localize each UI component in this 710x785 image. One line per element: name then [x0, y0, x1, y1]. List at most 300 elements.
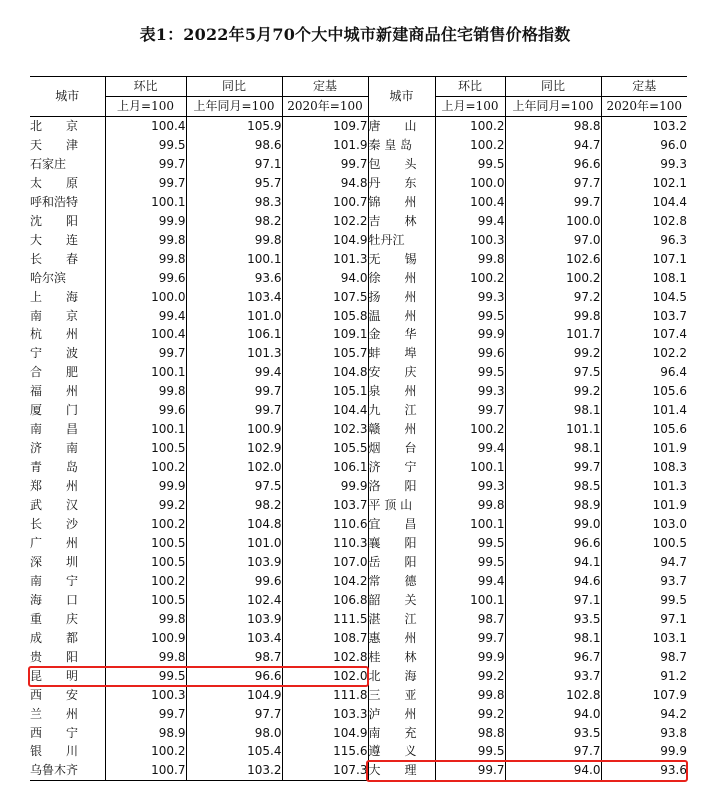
- city-cell-left: 成 都: [30, 630, 79, 645]
- mom-cell-left: 100.2: [105, 572, 186, 591]
- mom-cell-left: 100.1: [105, 363, 186, 382]
- yoy-cell-right: 99.0: [505, 515, 601, 534]
- city-cell-left: 南 昌: [30, 422, 79, 437]
- mom-cell-right: 100.2: [435, 136, 505, 155]
- mom-cell-right: 100.4: [435, 193, 505, 212]
- city-cell-right: 宜 昌: [368, 515, 435, 534]
- city-cell-left: 银 川: [30, 744, 79, 759]
- mom-cell-left: 99.5: [105, 136, 186, 155]
- table-row: [30, 458, 687, 477]
- yoy-cell-right: 98.8: [505, 117, 601, 136]
- city-cell-left: 西 宁: [30, 725, 79, 740]
- city-cell-left: 福 州: [30, 384, 79, 399]
- city-cell-left: 昆 明: [30, 668, 79, 683]
- city-cell-left: 乌鲁木齐: [30, 763, 79, 778]
- mom-cell-right: 99.3: [435, 477, 505, 496]
- yoy-cell-left: 103.4: [186, 629, 282, 648]
- table-row: [30, 705, 687, 724]
- city-cell-right: 济 宁: [368, 458, 435, 477]
- yoy-cell-left: 97.7: [186, 705, 282, 724]
- yoy-cell-right: 98.5: [505, 477, 601, 496]
- city-cell-left: 南 宁: [30, 573, 79, 588]
- city-cell-left: 南 京: [30, 308, 79, 323]
- yoy-cell-left: 98.0: [186, 724, 282, 743]
- city-cell-left: 呼和浩特: [30, 194, 79, 209]
- mom-cell-right: 99.9: [435, 648, 505, 667]
- mom-cell-right: 100.3: [435, 231, 505, 250]
- mom-cell-right: 100.2: [435, 420, 505, 439]
- city-cell-right: 锦 州: [368, 193, 435, 212]
- table-row: [30, 307, 687, 326]
- yoy-cell-right: 93.7: [505, 667, 601, 686]
- base-cell-right: 93.7: [601, 572, 687, 591]
- yoy-cell-right: 98.1: [505, 439, 601, 458]
- mom-cell-left: 99.7: [105, 155, 186, 174]
- base-cell-right: 101.9: [601, 439, 687, 458]
- base-cell-right: 103.7: [601, 307, 687, 326]
- base-cell-right: 103.2: [601, 117, 687, 136]
- base-cell-right: 93.6: [601, 761, 687, 780]
- yoy-cell-left: 99.6: [186, 572, 282, 591]
- mom-cell-left: 99.9: [105, 477, 186, 496]
- mom-cell-right: 99.5: [435, 534, 505, 553]
- base-cell-right: 101.3: [601, 477, 687, 496]
- city-cell-left: 石家庄: [30, 156, 67, 171]
- city-cell-right: 惠 州: [368, 629, 435, 648]
- base-cell-left: 104.8: [282, 363, 368, 382]
- yoy-cell-right: 97.7: [505, 742, 601, 761]
- table-row: [30, 629, 687, 648]
- city-cell-left: 杭 州: [30, 327, 79, 342]
- base-cell-left: 104.4: [282, 401, 368, 420]
- table-row: [30, 269, 687, 288]
- city-cell-left: 青 岛: [30, 460, 79, 475]
- city-cell-right: 无 锡: [368, 250, 435, 269]
- city-cell-right: 三 亚: [368, 686, 435, 705]
- yoy-cell-right: 97.5: [505, 363, 601, 382]
- mom-cell-left: 99.5: [105, 667, 186, 686]
- base-cell-left: 99.7: [282, 155, 368, 174]
- table-row: [30, 686, 687, 705]
- city-cell-left: 武 汉: [30, 498, 79, 513]
- yoy-cell-left: 98.7: [186, 648, 282, 667]
- city-cell-right: 烟 台: [368, 439, 435, 458]
- mom-cell-right: 99.8: [435, 686, 505, 705]
- table-row: [30, 363, 687, 382]
- yoy-cell-left: 101.3: [186, 344, 282, 363]
- table-row: [30, 325, 687, 344]
- city-cell-left: 郑 州: [30, 479, 79, 494]
- base-cell-right: 96.4: [601, 363, 687, 382]
- yoy-cell-left: 100.9: [186, 420, 282, 439]
- city-cell-right: 赣 州: [368, 420, 435, 439]
- table-row: [30, 193, 687, 212]
- city-cell-left: 西 安: [30, 687, 79, 702]
- yoy-cell-left: 103.9: [186, 553, 282, 572]
- mom-cell-right: 99.3: [435, 288, 505, 307]
- base-cell-left: 102.2: [282, 212, 368, 231]
- base-cell-left: 101.9: [282, 136, 368, 155]
- base-cell-left: 115.6: [282, 742, 368, 761]
- header-city-left: 城市: [30, 77, 105, 117]
- yoy-cell-left: 99.8: [186, 231, 282, 250]
- base-cell-right: 94.2: [601, 705, 687, 724]
- base-cell-right: 94.7: [601, 553, 687, 572]
- mom-cell-left: 99.6: [105, 269, 186, 288]
- table-title: 表1：2022年5月70个大中城市新建商品住宅销售价格指数: [139, 25, 571, 44]
- header-base-left: 定基: [282, 77, 368, 97]
- base-cell-right: 93.8: [601, 724, 687, 743]
- city-cell-right: 秦 皇 岛: [368, 136, 435, 155]
- mom-cell-left: 100.3: [105, 686, 186, 705]
- yoy-cell-left: 99.4: [186, 363, 282, 382]
- yoy-cell-right: 94.0: [505, 705, 601, 724]
- city-cell-right: 扬 州: [368, 288, 435, 307]
- yoy-cell-left: 105.9: [186, 117, 282, 136]
- yoy-cell-right: 99.2: [505, 382, 601, 401]
- table-row: [30, 231, 687, 250]
- base-cell-left: 103.7: [282, 496, 368, 515]
- mom-cell-left: 100.0: [105, 288, 186, 307]
- city-cell-right: 洛 阳: [368, 477, 435, 496]
- yoy-cell-left: 97.5: [186, 477, 282, 496]
- yoy-cell-left: 95.7: [186, 174, 282, 193]
- base-cell-left: 105.5: [282, 439, 368, 458]
- city-cell-right: 北 海: [368, 667, 435, 686]
- base-cell-right: 108.1: [601, 269, 687, 288]
- mom-cell-left: 99.8: [105, 382, 186, 401]
- yoy-cell-left: 101.0: [186, 307, 282, 326]
- table-row: [30, 724, 687, 743]
- base-cell-left: 110.6: [282, 515, 368, 534]
- mom-cell-right: 98.8: [435, 724, 505, 743]
- mom-cell-right: 99.9: [435, 325, 505, 344]
- base-cell-right: 107.4: [601, 325, 687, 344]
- mom-cell-right: 100.1: [435, 515, 505, 534]
- yoy-cell-right: 99.7: [505, 193, 601, 212]
- base-cell-left: 106.1: [282, 458, 368, 477]
- yoy-cell-right: 94.6: [505, 572, 601, 591]
- table-row: [30, 572, 687, 591]
- yoy-cell-right: 98.1: [505, 401, 601, 420]
- yoy-cell-right: 101.7: [505, 325, 601, 344]
- mom-cell-left: 99.7: [105, 705, 186, 724]
- base-cell-left: 106.8: [282, 591, 368, 610]
- header-mom-sub-left: 上月=100: [105, 97, 186, 117]
- mom-cell-right: 99.2: [435, 667, 505, 686]
- table-row: [30, 136, 687, 155]
- yoy-cell-right: 102.6: [505, 250, 601, 269]
- table-row: [30, 117, 687, 136]
- city-cell-right: 湛 江: [368, 610, 435, 629]
- base-cell-left: 111.5: [282, 610, 368, 629]
- yoy-cell-right: 94.1: [505, 553, 601, 572]
- yoy-cell-left: 106.1: [186, 325, 282, 344]
- yoy-cell-left: 98.2: [186, 496, 282, 515]
- city-cell-right: 吉 林: [368, 212, 435, 231]
- base-cell-left: 99.9: [282, 477, 368, 496]
- mom-cell-left: 99.7: [105, 344, 186, 363]
- city-cell-left: 长 春: [30, 251, 79, 266]
- base-cell-right: 96.0: [601, 136, 687, 155]
- base-cell-left: 109.7: [282, 117, 368, 136]
- mom-cell-right: 99.7: [435, 629, 505, 648]
- table-row: [30, 610, 687, 629]
- base-cell-right: 104.4: [601, 193, 687, 212]
- city-cell-left: 济 南: [30, 441, 79, 456]
- mom-cell-right: 100.2: [435, 269, 505, 288]
- city-cell-left: 太 原: [30, 175, 79, 190]
- city-cell-right: 南 充: [368, 724, 435, 743]
- city-cell-left: 大 连: [30, 232, 79, 247]
- base-cell-right: 101.9: [601, 496, 687, 515]
- table-row: [30, 212, 687, 231]
- mom-cell-right: 99.7: [435, 401, 505, 420]
- yoy-cell-right: 99.2: [505, 344, 601, 363]
- table-row: [30, 591, 687, 610]
- mom-cell-right: 100.2: [435, 117, 505, 136]
- table-row: [30, 344, 687, 363]
- mom-cell-left: 100.2: [105, 458, 186, 477]
- header-yoy-left: 同比: [186, 77, 282, 97]
- yoy-cell-left: 102.9: [186, 439, 282, 458]
- base-cell-left: 94.8: [282, 174, 368, 193]
- yoy-cell-right: 98.9: [505, 496, 601, 515]
- base-cell-left: 108.7: [282, 629, 368, 648]
- table-row: [30, 534, 687, 553]
- yoy-cell-right: 98.1: [505, 629, 601, 648]
- city-cell-right: 唐 山: [368, 117, 435, 136]
- mom-cell-left: 100.5: [105, 439, 186, 458]
- base-cell-right: 102.1: [601, 174, 687, 193]
- city-cell-left: 北 京: [30, 119, 79, 133]
- mom-cell-right: 99.3: [435, 382, 505, 401]
- table-row: [30, 155, 687, 174]
- header-base-sub-left: 2020年=100: [282, 97, 368, 117]
- mom-cell-right: 99.6: [435, 344, 505, 363]
- mom-cell-left: 98.9: [105, 724, 186, 743]
- yoy-cell-right: 97.0: [505, 231, 601, 250]
- mom-cell-right: 99.4: [435, 212, 505, 231]
- base-cell-left: 109.1: [282, 325, 368, 344]
- mom-cell-right: 99.5: [435, 307, 505, 326]
- base-cell-right: 97.1: [601, 610, 687, 629]
- base-cell-left: 105.7: [282, 344, 368, 363]
- yoy-cell-left: 103.4: [186, 288, 282, 307]
- mom-cell-right: 99.8: [435, 250, 505, 269]
- mom-cell-right: 99.5: [435, 155, 505, 174]
- yoy-cell-left: 98.2: [186, 212, 282, 231]
- yoy-cell-right: 101.1: [505, 420, 601, 439]
- table-row: [30, 174, 687, 193]
- table-row: [30, 477, 687, 496]
- city-cell-right: 平 顶 山: [368, 496, 435, 515]
- mom-cell-right: 99.7: [435, 761, 505, 780]
- city-cell-right: 丹 东: [368, 174, 435, 193]
- mom-cell-left: 100.4: [105, 117, 186, 136]
- city-cell-right: 常 德: [368, 572, 435, 591]
- city-cell-right: 岳 阳: [368, 553, 435, 572]
- table-row: [30, 648, 687, 667]
- header-mom-left: 环比: [105, 77, 186, 97]
- mom-cell-left: 99.6: [105, 401, 186, 420]
- city-cell-left: 合 肥: [30, 365, 79, 380]
- yoy-cell-right: 93.5: [505, 610, 601, 629]
- yoy-cell-left: 104.9: [186, 686, 282, 705]
- mom-cell-left: 100.1: [105, 193, 186, 212]
- mom-cell-left: 99.7: [105, 174, 186, 193]
- table-body: [30, 117, 687, 781]
- city-cell-left: 哈尔滨: [30, 270, 67, 285]
- city-cell-left: 兰 州: [30, 706, 79, 721]
- city-cell-right: 温 州: [368, 307, 435, 326]
- base-cell-right: 104.5: [601, 288, 687, 307]
- base-cell-right: 105.6: [601, 382, 687, 401]
- table-row: [30, 420, 687, 439]
- mom-cell-left: 100.4: [105, 325, 186, 344]
- yoy-cell-left: 97.1: [186, 155, 282, 174]
- header-base-right: 定基: [601, 77, 687, 97]
- city-cell-right: 襄 阳: [368, 534, 435, 553]
- city-cell-left: 广 州: [30, 535, 79, 550]
- mom-cell-left: 100.5: [105, 553, 186, 572]
- yoy-cell-right: 94.7: [505, 136, 601, 155]
- mom-cell-left: 99.8: [105, 231, 186, 250]
- table-row: [30, 288, 687, 307]
- yoy-cell-left: 105.4: [186, 742, 282, 761]
- header-yoy-right: 同比: [505, 77, 601, 97]
- yoy-cell-right: 96.6: [505, 155, 601, 174]
- base-cell-left: 111.8: [282, 686, 368, 705]
- base-cell-left: 102.8: [282, 648, 368, 667]
- base-cell-right: 98.7: [601, 648, 687, 667]
- city-cell-right: 包 头: [368, 155, 435, 174]
- base-cell-left: 105.1: [282, 382, 368, 401]
- yoy-cell-left: 93.6: [186, 269, 282, 288]
- yoy-cell-left: 98.3: [186, 193, 282, 212]
- mom-cell-right: 99.8: [435, 496, 505, 515]
- city-cell-left: 贵 阳: [30, 649, 79, 664]
- yoy-cell-left: 104.8: [186, 515, 282, 534]
- base-cell-left: 103.3: [282, 705, 368, 724]
- mom-cell-right: 99.4: [435, 439, 505, 458]
- table-row: [30, 761, 687, 780]
- base-cell-right: 96.3: [601, 231, 687, 250]
- city-cell-right: 牡丹江: [368, 231, 435, 250]
- yoy-cell-right: 93.5: [505, 724, 601, 743]
- base-cell-right: 103.0: [601, 515, 687, 534]
- header-yoy-sub-left: 上年同月=100: [186, 97, 282, 117]
- yoy-cell-right: 94.0: [505, 761, 601, 780]
- mom-cell-left: 100.2: [105, 515, 186, 534]
- header-mom-right: 环比: [435, 77, 505, 97]
- city-cell-right: 韶 关: [368, 591, 435, 610]
- base-cell-left: 104.9: [282, 231, 368, 250]
- yoy-cell-left: 102.0: [186, 458, 282, 477]
- mom-cell-right: 100.0: [435, 174, 505, 193]
- base-cell-left: 102.0: [282, 667, 368, 686]
- header-city-right: 城市: [368, 77, 435, 117]
- table-row: [30, 515, 687, 534]
- city-cell-left: 海 口: [30, 592, 79, 607]
- city-cell-right: 泉 州: [368, 382, 435, 401]
- city-cell-right: 安 庆: [368, 363, 435, 382]
- mom-cell-right: 99.4: [435, 572, 505, 591]
- yoy-cell-left: 102.4: [186, 591, 282, 610]
- city-cell-left: 上 海: [30, 289, 79, 304]
- table-row: [30, 439, 687, 458]
- base-cell-right: 108.3: [601, 458, 687, 477]
- price-index-table: [30, 76, 687, 781]
- yoy-cell-left: 101.0: [186, 534, 282, 553]
- mom-cell-right: 99.5: [435, 553, 505, 572]
- base-cell-right: 107.9: [601, 686, 687, 705]
- base-cell-left: 107.0: [282, 553, 368, 572]
- base-cell-left: 105.8: [282, 307, 368, 326]
- base-cell-right: 99.3: [601, 155, 687, 174]
- table-row: [30, 742, 687, 761]
- mom-cell-left: 99.8: [105, 610, 186, 629]
- mom-cell-left: 99.4: [105, 307, 186, 326]
- mom-cell-left: 100.5: [105, 534, 186, 553]
- city-cell-right: 金 华: [368, 325, 435, 344]
- base-cell-right: 101.4: [601, 401, 687, 420]
- table-row: [30, 667, 687, 686]
- yoy-cell-left: 99.7: [186, 382, 282, 401]
- header-base-sub-right: 2020年=100: [601, 97, 687, 117]
- mom-cell-right: 99.5: [435, 742, 505, 761]
- city-cell-left: 沈 阳: [30, 213, 79, 228]
- city-cell-left: 重 庆: [30, 611, 79, 626]
- base-cell-left: 107.3: [282, 761, 368, 780]
- yoy-cell-left: 100.1: [186, 250, 282, 269]
- mom-cell-left: 100.7: [105, 761, 186, 780]
- base-cell-left: 101.3: [282, 250, 368, 269]
- yoy-cell-left: 98.6: [186, 136, 282, 155]
- base-cell-right: 91.2: [601, 667, 687, 686]
- yoy-cell-right: 99.7: [505, 458, 601, 477]
- yoy-cell-left: 103.2: [186, 761, 282, 780]
- base-cell-left: 100.7: [282, 193, 368, 212]
- mom-cell-right: 100.1: [435, 591, 505, 610]
- mom-cell-left: 100.2: [105, 742, 186, 761]
- base-cell-right: 105.6: [601, 420, 687, 439]
- yoy-cell-right: 99.8: [505, 307, 601, 326]
- mom-cell-right: 99.2: [435, 705, 505, 724]
- table-row: [30, 553, 687, 572]
- mom-cell-right: 100.1: [435, 458, 505, 477]
- mom-cell-right: 98.7: [435, 610, 505, 629]
- mom-cell-left: 99.9: [105, 212, 186, 231]
- table-row: [30, 382, 687, 401]
- yoy-cell-left: 96.6: [186, 667, 282, 686]
- city-cell-right: 遵 义: [368, 742, 435, 761]
- base-cell-right: 102.2: [601, 344, 687, 363]
- base-cell-right: 102.8: [601, 212, 687, 231]
- mom-cell-left: 100.1: [105, 420, 186, 439]
- yoy-cell-right: 100.2: [505, 269, 601, 288]
- city-cell-right: 九 江: [368, 401, 435, 420]
- yoy-cell-right: 96.7: [505, 648, 601, 667]
- header-mom-sub-right: 上月=100: [435, 97, 505, 117]
- mom-cell-left: 99.8: [105, 250, 186, 269]
- base-cell-right: 107.1: [601, 250, 687, 269]
- mom-cell-left: 100.9: [105, 629, 186, 648]
- base-cell-left: 110.3: [282, 534, 368, 553]
- base-cell-right: 100.5: [601, 534, 687, 553]
- city-cell-left: 长 沙: [30, 517, 79, 532]
- yoy-cell-right: 96.6: [505, 534, 601, 553]
